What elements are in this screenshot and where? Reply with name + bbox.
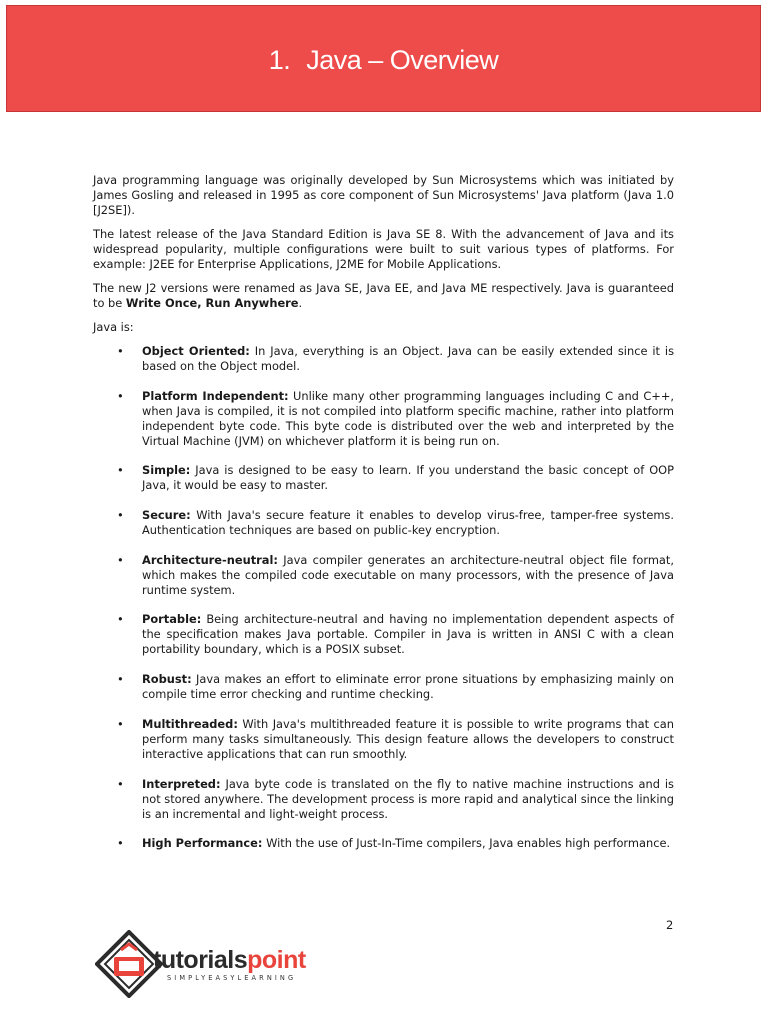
list-item: • Multithreaded: With Java's multithreaded feature it is possible to write programs that can perform many tasks simultaneously. This design feature allows the developers to construct interactive applications that can run smoothly. bbox=[117, 716, 674, 761]
tutorialspoint-logo bbox=[95, 930, 335, 1000]
list-item: • Simple: Java is designed to be easy to learn. If you understand the basic concept of OOP Java, it would be easy to master. bbox=[117, 463, 674, 493]
document-body bbox=[93, 173, 674, 866]
bullet-icon: • bbox=[117, 463, 124, 478]
bullet-icon: • bbox=[117, 612, 124, 627]
bullet-icon: • bbox=[117, 776, 124, 791]
chapter-number: 1. bbox=[268, 45, 291, 75]
list-item: • High Performance: With the use of Just-In-Time compilers, Java enables high performance. bbox=[117, 836, 671, 851]
page-title bbox=[7, 45, 760, 76]
list-item: • Object Oriented: In Java, everything is an Object. Java can be easily extended since it is based on the Object model. bbox=[117, 344, 674, 373]
bullet-icon: • bbox=[117, 716, 124, 731]
list-item: • Architecture-neutral: Java compiler generates an architecture-neutral object file format, which makes the compiled code executable on many processors, with the presence of Java runtime system. bbox=[117, 552, 674, 597]
bullet-icon: • bbox=[117, 552, 124, 567]
list-item: • Platform Independent: Unlike many other programming languages including C and C++, when Java is compiled, it is not compiled into platform specific machine, rather into platform independent byte code. This byte code is distributed over the web and interpreted by the Virtual Machine (JVM) on whichever platform it is being run on. bbox=[117, 388, 674, 448]
intro-paragraph: The latest release of the Java Standard Edition is Java SE 8. With the advancement of Java and its widespread popularity, multiple configurations were built to suit various types of platforms. For example: J2EE for Enterprise Applications, J2ME for Mobile Applications. bbox=[93, 227, 674, 271]
list-item: • Interpreted: Java byte code is translated on the fly to native machine instructions and is not stored anywhere. The development process is more rapid and analytical since the linking is an incremental and light-weight process. bbox=[117, 776, 674, 821]
feature-list bbox=[93, 344, 674, 851]
java-is-label: Java is: bbox=[93, 320, 134, 334]
intro-paragraph: Java programming language was originally developed by Sun Microsystems which was initiated by James Gosling and released in 1995 as core component of Sun Microsystems' Java platform (Java 1.0 [J2SE]). bbox=[93, 173, 674, 217]
chapter-title: Java – Overview bbox=[306, 45, 499, 75]
bullet-icon: • bbox=[117, 508, 124, 523]
page-number: 2 bbox=[666, 918, 674, 932]
header-banner bbox=[6, 5, 761, 112]
versions-paragraph: The new J2 versions were renamed as Java SE, Java EE, and Java ME respectively. Java is guaranteed to be Write Once, Run Anywhere. bbox=[93, 281, 674, 310]
bullet-icon: • bbox=[117, 344, 124, 358]
list-item: • Portable: Being architecture-neutral and having no implementation dependent aspects of the specification makes Java portable. Compiler in Java is written in ANSI C with a clean portability boundary, which is a POSIX subset. bbox=[117, 612, 674, 657]
bullet-icon: • bbox=[117, 672, 124, 687]
logo-tagline: SIMPLYEASYLEARNING bbox=[167, 974, 297, 982]
list-item: • Secure: With Java's secure feature it enables to develop virus-free, tamper-free systems. Authentication techniques are based on public-key encryption. bbox=[117, 508, 674, 538]
bullet-icon: • bbox=[117, 836, 124, 851]
bullet-icon: • bbox=[117, 388, 124, 403]
logo-wordmark: tutorialspoint bbox=[153, 946, 306, 974]
list-item: • Robust: Java makes an effort to eliminate error prone situations by emphasizing mainly on compile time error checking and runtime checking. bbox=[117, 672, 674, 702]
slogan: Write Once, Run Anywhere bbox=[125, 296, 299, 310]
